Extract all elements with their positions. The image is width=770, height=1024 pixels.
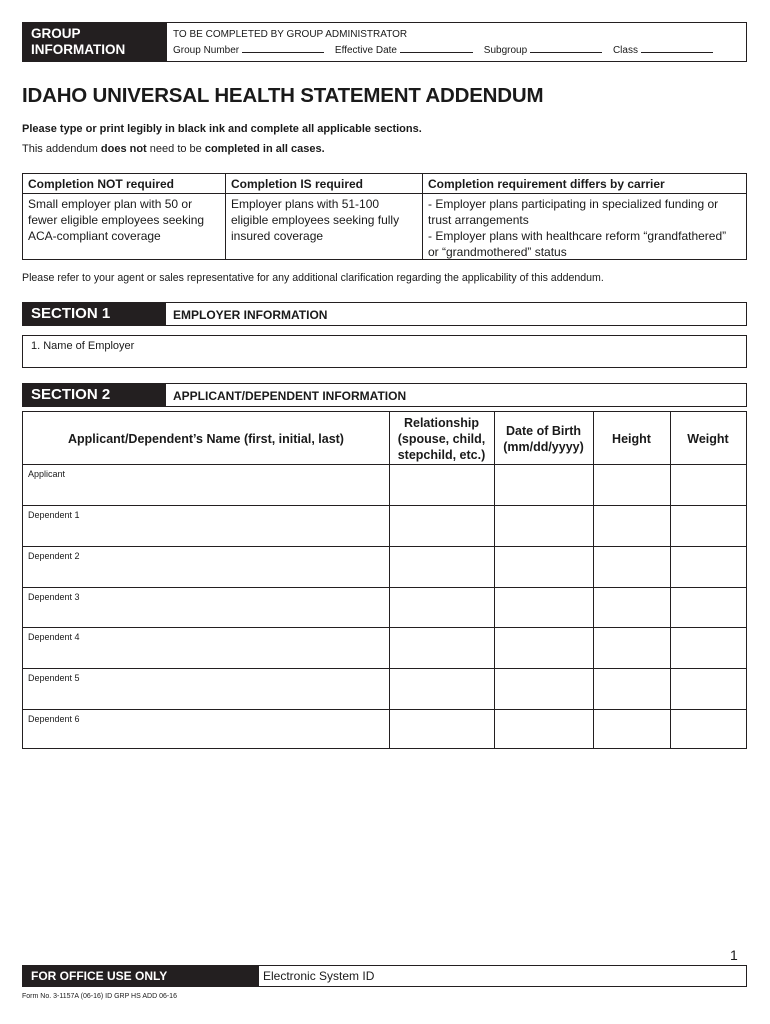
electronic-system-id-field[interactable]: Electronic System ID (263, 969, 375, 983)
office-use-label: FOR OFFICE USE ONLY (23, 966, 259, 986)
column-divider (670, 412, 671, 748)
column-divider (593, 412, 594, 748)
row-label-applicant: Applicant (28, 469, 66, 479)
instructions-line-1: Please type or print legibly in black ink and complete all applicable sections. (22, 123, 422, 135)
column-header: Completion NOT required (23, 174, 225, 194)
section-title: APPLICANT/DEPENDENT INFORMATION (173, 389, 407, 403)
employer-name-field[interactable] (22, 335, 747, 368)
header-height: Height (612, 432, 651, 446)
column-body: Small employer plan with 50 or fewer eligible employees seeking ACA-compliant coverage (28, 197, 205, 243)
office-use-bar (22, 965, 747, 987)
column-divider (494, 412, 495, 748)
column-body: Employer plans with 51-100 eligible employees seeking fully insured coverage (231, 197, 400, 243)
group-information-label: GROUP INFORMATION (23, 23, 167, 61)
completion-table (22, 173, 747, 260)
header-relationship: Relationship (spouse, child, stepchild, etc.) (397, 416, 486, 462)
column-body: - Employer plans participating in specialized funding or trust arrangements - Employer plans with healthcare reform “grandfathered” or “grandmothered” status (428, 197, 727, 259)
header-date-of-birth: Date of Birth (mm/dd/yyyy) (503, 424, 584, 454)
header-weight: Weight (687, 432, 729, 446)
group-admin-note: TO BE COMPLETED BY GROUP ADMINISTRATOR (173, 29, 408, 40)
row-label-dependent: Dependent 4 (28, 632, 80, 642)
row-label-dependent: Dependent 3 (28, 592, 80, 602)
class-field[interactable]: Class (613, 43, 713, 56)
section-number: SECTION 2 (23, 384, 166, 406)
refer-note: Please refer to your agent or sales representative for any additional clarification regarding the applicability of this addendum. (22, 272, 604, 284)
row-divider (23, 709, 746, 710)
column-header: Completion requirement differs by carrier (423, 174, 746, 194)
header-name: Applicant/Dependent’s Name (first, initial, last) (68, 432, 344, 446)
column-header: Completion IS required (226, 174, 422, 194)
section-1-bar (22, 302, 747, 326)
row-divider (23, 627, 746, 628)
effective-date-field[interactable]: Effective Date (335, 43, 473, 56)
row-divider (23, 464, 746, 465)
section-title: EMPLOYER INFORMATION (173, 308, 328, 322)
completion-is-required-column (226, 174, 423, 259)
subgroup-field[interactable]: Subgroup (484, 43, 602, 56)
completion-not-required-column (23, 174, 226, 259)
applicant-table (22, 411, 747, 749)
section-2-bar (22, 383, 747, 407)
row-divider (23, 587, 746, 588)
group-number-field[interactable]: Group Number (173, 43, 324, 56)
row-divider (23, 668, 746, 669)
page-number: 1 (730, 947, 738, 963)
group-information-bar (22, 22, 747, 62)
employer-name-label: 1. Name of Employer (31, 340, 135, 352)
row-label-dependent: Dependent 1 (28, 510, 80, 520)
page-title: IDAHO UNIVERSAL HEALTH STATEMENT ADDENDUM (22, 84, 544, 107)
completion-differs-column (423, 174, 746, 259)
section-number: SECTION 1 (23, 303, 166, 325)
row-label-dependent: Dependent 6 (28, 714, 80, 724)
instructions-line-2: This addendum does not need to be completed in all cases. (22, 143, 325, 155)
column-divider (389, 412, 390, 748)
row-divider (23, 546, 746, 547)
row-label-dependent: Dependent 2 (28, 551, 80, 561)
row-label-dependent: Dependent 5 (28, 673, 80, 683)
row-divider (23, 505, 746, 506)
form-number: Form No. 3-1157A (06-16) ID GRP HS ADD 06-16 (22, 993, 177, 1000)
group-fields (173, 43, 721, 56)
